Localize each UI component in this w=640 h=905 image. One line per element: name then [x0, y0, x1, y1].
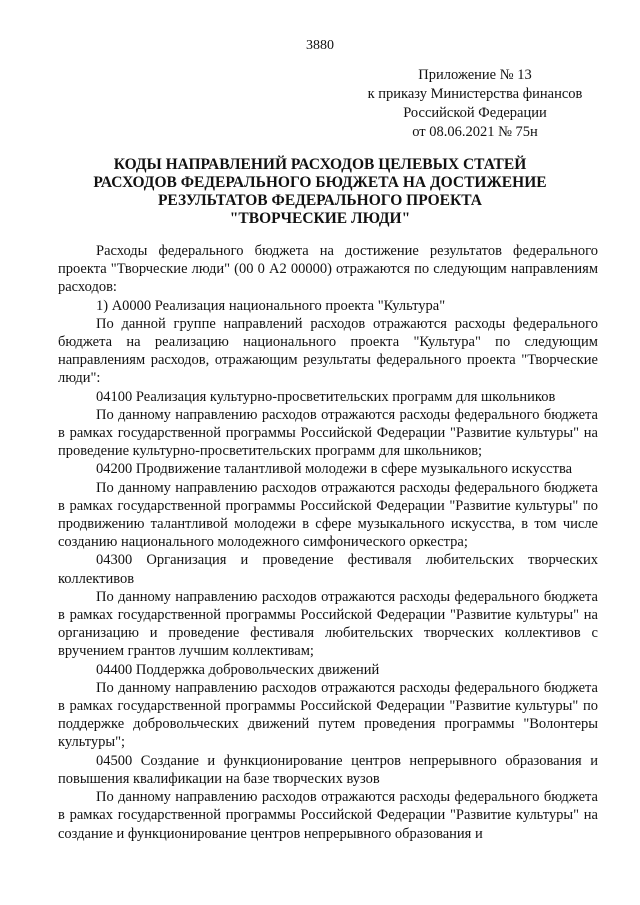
paragraph: По данному направлению расходов отражаются расходы федерального бюджета в рамках государственной программы Российской Федерации "Развитие культуры" на организацию и проведение фестиваля любительских творческих коллективов с вручением грантов лучшим коллективам; [58, 588, 598, 660]
appendix-line: Приложение № 13 [418, 67, 532, 83]
appendix-line: от 08.06.2021 № 75н [412, 124, 538, 140]
appendix-block [345, 66, 605, 142]
paragraph: По данному направлению расходов отражаются расходы федерального бюджета в рамках государственной программы Российской Федерации "Развитие культуры" по поддержке добровольческих движений путем проведения программы "Волонтеры культуры"; [58, 679, 598, 751]
paragraph: 04200 Продвижение талантливой молодежи в сфере музыкального искусства [96, 461, 573, 478]
paragraph: 04400 Поддержка добровольческих движений [96, 661, 380, 678]
paragraph: 04100 Реализация культурно-просветительских программ для школьников [96, 388, 556, 405]
document-body [58, 242, 598, 843]
appendix-line: к приказу Министерства финансов [367, 86, 583, 102]
paragraph: По данному направлению расходов отражаются расходы федерального бюджета в рамках государственной программы Российской Федерации "Развитие культуры" по продвижению талантливой молодежи в сфере музыкального искусства, в том числе созданию национального молодежного симфонического оркестра; [58, 479, 598, 551]
document-title [60, 156, 580, 228]
title-line: "ТВОРЧЕСКИЕ ЛЮДИ" [229, 210, 411, 227]
title-line: КОДЫ НАПРАВЛЕНИЙ РАСХОДОВ ЦЕЛЕВЫХ СТАТЕЙ [113, 156, 527, 173]
title-line: РАСХОДОВ ФЕДЕРАЛЬНОГО БЮДЖЕТА НА ДОСТИЖЕНИЕ [93, 174, 547, 191]
paragraph: 04500 Создание и функционирование центров непрерывного образования и повышения квалификации на базе творческих вузов [58, 752, 598, 787]
paragraph: 04300 Организация и проведение фестиваля любительских творческих коллективов [58, 552, 598, 587]
page-number: 3880 [306, 38, 334, 53]
title-line: РЕЗУЛЬТАТОВ ФЕДЕРАЛЬНОГО ПРОЕКТА [157, 192, 483, 209]
paragraph: По данному направлению расходов отражаются расходы федерального бюджета в рамках государственной программы Российской Федерации "Развитие культуры" на создание и функционирование центров непрерывного образования и [58, 789, 598, 842]
paragraph: По данному направлению расходов отражаются расходы федерального бюджета в рамках государственной программы Российской Федерации "Развитие культуры" на проведение культурно-просветительских программ для школьников; [58, 406, 598, 460]
paragraph: Расходы федерального бюджета на достижение результатов федерального проекта "Творческие люди" (00 0 А2 00000) отражаются по следующим направлениям расходов: [58, 243, 598, 296]
paragraph: 1) А0000 Реализация национального проекта "Культура" [96, 297, 446, 314]
appendix-line: Российской Федерации [403, 105, 547, 121]
paragraph: По данной группе направлений расходов отражаются расходы федерального бюджета на реализацию национального проекта "Культура" по следующим направлениям расходов, отражающим результаты федерального проекта "Творческие люди": [58, 315, 598, 387]
